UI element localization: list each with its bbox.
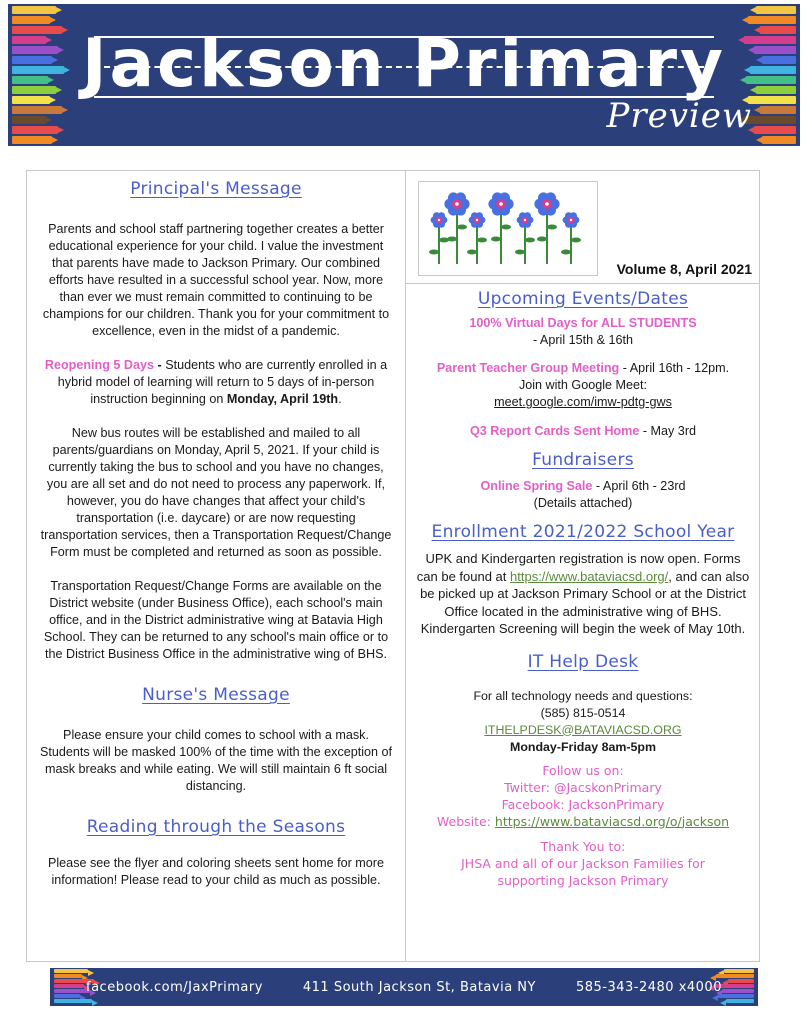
follow-us-heading: Follow us on: (542, 762, 624, 778)
spring-sale-label: Online Spring Sale (480, 479, 593, 493)
thank-you-block (414, 838, 752, 889)
q3-report-cards-item (414, 423, 752, 440)
flower-dot (545, 202, 549, 206)
nurse-message-heading: Nurse's Message (142, 685, 290, 705)
reopening-text: Students who are currently enrolled in a hybrid model of learning will return to 5 days of in-person instruction beginning on (57, 358, 388, 406)
reopening-date: Monday, April 19th (226, 392, 339, 406)
it-email-link[interactable]: ITHELPDESK@BATAVIACSD.ORG (484, 722, 682, 737)
footer-facebook: facebook.com/JaxPrimary (86, 979, 263, 995)
flower-dot (499, 202, 503, 206)
it-hours: Monday-Friday 8am-5pm (510, 739, 656, 754)
jackson-website-link[interactable]: https://www.bataviacsd.org/o/jackson (494, 813, 730, 829)
flower-dot (570, 219, 572, 221)
flower-leaf (477, 238, 487, 243)
flower-leaf (429, 250, 439, 255)
flowers-icon (419, 182, 597, 275)
footer-banner (50, 968, 758, 1006)
flowers-illustration (418, 181, 598, 276)
nurse-message-text: Please ensure your child comes to school with a mask. Students will be masked 100% of the time with the exception of mask breaks and while eating. We will still maintain 6 ft social distancing. (39, 728, 393, 793)
flower-leaf (515, 250, 525, 255)
q3-report-cards-date: - May 3rd (639, 424, 697, 438)
virtual-days-dates: - April 15th & 16th (532, 333, 634, 347)
flower-leaf (525, 238, 535, 243)
left-column (27, 171, 405, 889)
thank-you-text: JHSA and all of our Jackson Families for supporting Jackson Primary (461, 855, 705, 888)
bus-routes-text: New bus routes will be established and mailed to all parents/guardians on Monday, April 5, 2021. If your child is currently taking the bus to school and you have no changes, you are all set and do not need to process any paperwork. If, however, you do have changes that affect your child's transportation (i.e. daycare) or are now requesting transportation services, then a Transportation Request/Change Form must be completed and returned as soon as possible. (40, 426, 392, 559)
it-phone: (585) 815-0514 (540, 705, 626, 720)
ptg-meeting-time: - April 16th - 12pm. (619, 361, 730, 375)
section-separator (406, 283, 760, 284)
crayon (756, 6, 796, 14)
crayon (12, 126, 58, 134)
crayon (12, 6, 56, 14)
flower-leaf (457, 225, 467, 230)
reading-heading: Reading through the Seasons (86, 817, 346, 837)
spring-sale-item (414, 478, 752, 512)
newsletter-body (26, 170, 760, 962)
virtual-days-label: 100% Virtual Days for ALL STUDENTS (469, 316, 697, 330)
it-help-desk-heading: IT Help Desk (527, 651, 639, 672)
bataviacsd-link[interactable]: https://www.bataviacsd.org/ (510, 568, 669, 584)
virtual-days-item (414, 315, 752, 349)
volume-label: Volume 8, April 2021 (616, 261, 752, 277)
newsletter-title: Jackson Primary (81, 25, 727, 102)
principal-message-text: Parents and school staff partnering together creates a better educational experience for your child. I value the investment that parents have made to Jackson Primary. Our combined efforts have resulted in a successful school year. Now, more than ever we must remain committed to continuing to be champions for our children. Thank you for your commitment to excellence, even in the midst of a pandemic. (42, 222, 390, 338)
spring-sale-dates: - April 6th - 23rd (592, 479, 686, 493)
enrollment-text (414, 550, 752, 638)
crayon (12, 116, 46, 124)
flower-dot (524, 219, 526, 221)
it-help-desk-info (414, 688, 752, 756)
flower-leaf (547, 225, 557, 230)
fundraisers-heading: Fundraisers (532, 450, 634, 470)
it-help-line: For all technology needs and questions: (473, 688, 693, 703)
flower-dot (455, 202, 459, 206)
newsletter-subtitle: Preview (606, 96, 752, 136)
flower-leaf (491, 237, 501, 242)
reading-text: Please see the flyer and coloring sheets sent home for more information! Please read to your child as much as possible. (47, 856, 385, 887)
reopening-label: Reopening 5 Days (44, 358, 155, 372)
q3-report-cards-label: Q3 Report Cards Sent Home (469, 424, 640, 438)
spring-sale-note: (Details attached) (533, 496, 633, 510)
footer-phone: 585-343-2480 x4000 (575, 979, 722, 995)
flower-dot (438, 219, 440, 221)
crayon (754, 126, 796, 134)
footer-contact (50, 968, 758, 1006)
flower-leaf (501, 225, 511, 230)
ptg-meeting-item (414, 360, 752, 411)
events-heading: Upcoming Events/Dates (477, 289, 689, 309)
website-line (414, 813, 752, 830)
flower-leaf (571, 238, 581, 243)
enrollment-heading: Enrollment 2021/2022 School Year (431, 522, 735, 542)
facebook-handle: Facebook: JacksonPrimary (501, 796, 665, 812)
flower-leaf (537, 237, 547, 242)
follow-us-block (414, 762, 752, 830)
transportation-forms-text: Transportation Request/Change Forms are available on the District website (under Business Office), each school's main office, and in the District administrative wing at Batavia High School. They can be returned to any school's main office or to the District Business Office in the administrative wing of BHS. (43, 579, 389, 661)
reopening-paragraph (37, 357, 395, 408)
flower-dot (476, 219, 478, 221)
crayon (12, 136, 52, 144)
right-content (406, 289, 760, 889)
crayon (762, 136, 796, 144)
enrollment-text-part1: UPK and Kindergarten registration is now open. Forms can be found at (416, 551, 741, 584)
flower-leaf (447, 237, 457, 242)
flower-leaf (561, 250, 571, 255)
thank-you-heading: Thank You to: (540, 838, 626, 854)
principal-message-heading: Principal's Message (130, 179, 302, 199)
twitter-handle: Twitter: @JacskonPrimary (504, 779, 662, 795)
ptg-join-text: Join with Google Meet: (518, 378, 648, 392)
website-label: Website: (436, 813, 495, 829)
enrollment-text-part2: , and can also be picked up at Jackson Primary School or at the District Office located in the administrative wing of BHS. Kindergarten Screening will begin the week of May 10th. (420, 568, 750, 636)
flower-leaf (467, 250, 477, 255)
reopening-dash: - (154, 358, 166, 372)
google-meet-link[interactable]: meet.google.com/imw-pdtg-gws (494, 395, 672, 409)
footer-address: 411 South Jackson St, Batavia NY (302, 979, 536, 995)
header-banner (8, 4, 800, 146)
ptg-meeting-label: Parent Teacher Group Meeting (436, 361, 620, 375)
reopening-end: . (338, 392, 342, 406)
